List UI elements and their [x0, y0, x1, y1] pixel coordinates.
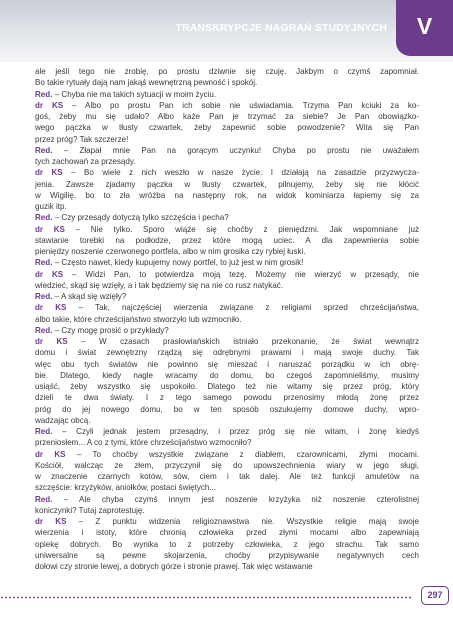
transcript-line-speaker	[35, 302, 419, 313]
speaker-label: dr KS	[35, 517, 67, 526]
speaker-label: Red.	[35, 89, 53, 99]
transcript-line	[35, 77, 419, 88]
transcript-line	[35, 471, 419, 482]
line-text: guzik itp.	[35, 202, 67, 211]
line-text: stawianie torebki na podłodze, przez które mogą uciec. A dla zapewnienia sobie	[35, 235, 419, 245]
line-text: – Często nawet, kiedy kupujemy nowy portfel, to już jest w nim grosik!	[52, 258, 304, 268]
line-text: wiedzieć, skąd się wzięły, a i tak będziemy się na nie co rusz natykać.	[35, 280, 284, 290]
transcript-line	[35, 482, 419, 493]
speaker-label: Red.	[35, 213, 53, 223]
line-text: więc obu tych światów nie powinno się mieszać i naruszać porządku w ich obrę-	[35, 359, 419, 369]
transcript-line	[35, 370, 419, 381]
speaker-label: Red.	[35, 494, 53, 504]
speaker-label: dr KS	[35, 337, 68, 346]
transcript-line-speaker	[35, 291, 419, 302]
speaker-label: Red.	[35, 325, 53, 335]
line-text: koniczynki? Tutaj zaprotestuję.	[35, 505, 145, 515]
transcript-line-speaker	[35, 269, 419, 280]
transcript-line-speaker	[35, 212, 419, 223]
transcript-line-speaker	[35, 336, 419, 347]
line-text: Kościół, walcząc ze złem, przyczynił się do upowszechnienia wiary w jego sługi,	[35, 460, 419, 470]
line-text: przez próg? Tak szczerze!	[35, 134, 129, 144]
transcript-line	[35, 561, 419, 572]
transcript-line	[35, 246, 419, 257]
line-text: usiąść, żeby wszystko się uspokoiło. Dlatego też nie witamy się przez próg, który	[35, 382, 419, 391]
speaker-label: dr KS	[35, 224, 65, 234]
line-text: pieniędzy noszenie czerwonego portfela, albo w nim grosika czy rybiej łuski.	[35, 247, 306, 256]
line-text: – Czyli jednak jestem przesądny, i przez próg się nie witam, i żonę kiedyś	[52, 427, 419, 436]
line-text: – Czy przesądy dotyczą tylko szczęścia i pecha?	[52, 213, 229, 223]
interview-transcript	[35, 66, 419, 572]
speaker-label: dr KS	[35, 100, 64, 110]
line-text: bie. Dlatego, kiedy nagle wracamy do domu, bo czegoś zapomnieliśmy, musimy	[35, 370, 419, 380]
line-text: – Ale chyba czymś innym jest noszenie krzyżyka niż noszenie czterolistnej	[52, 494, 419, 504]
line-text: albo takie, które chrześcijaństwo stworzyło lub wzmocniło.	[35, 314, 242, 324]
transcript-line-speaker	[35, 516, 419, 527]
transcript-line-speaker	[35, 449, 419, 460]
transcript-line	[35, 235, 419, 246]
chapter-letter: V	[416, 13, 433, 39]
transcript-line	[35, 156, 419, 167]
footer-dotted-rule	[0, 596, 412, 599]
line-text: Bo takie rytuały dają nam jakąś wewnętrzną pewność i spokój.	[35, 78, 258, 88]
speaker-label: Red.	[35, 258, 53, 268]
line-text: uniwersalne są pewne skojarzenia, choćby przypisywanie negatywnych cech	[35, 550, 419, 560]
speaker-label: Red.	[35, 292, 53, 301]
line-text: ale jeśli tego nie zrobię, po prostu dziwnie się czuję. Jakbym o czymś zapomniał.	[35, 67, 419, 76]
chapter-tab	[396, 0, 453, 56]
transcript-line	[35, 437, 419, 448]
transcript-line	[35, 314, 419, 325]
line-text: dzieli te dwa światy. I z tego samego powodu przenosimy młodą żonę przez	[35, 393, 419, 403]
transcript-line	[35, 201, 419, 212]
speaker-label: dr KS	[35, 303, 67, 313]
line-text: próg do jej nowego domu, bo w ten sposób oszukujemy domowe duchy, wpro-	[35, 404, 419, 414]
line-text: wierzenia i istoty, które chronią człowieka przed złymi mocami albo zapewniają	[35, 528, 419, 538]
transcript-line-speaker	[35, 89, 419, 100]
transcript-line	[35, 111, 419, 122]
line-text: – To choćby wszystkie związane z diabłem, czarownicami, złymi mocami.	[65, 449, 419, 459]
transcript-line	[35, 359, 419, 370]
transcript-line	[35, 179, 419, 190]
transcript-line	[35, 550, 419, 561]
transcript-line	[35, 404, 419, 415]
transcript-line	[35, 505, 419, 516]
line-text: opiekę dobrych. Bo wynika to z potrzeby człowieka, z jego strachu. Tak samo	[35, 539, 419, 549]
line-text: – Czy mogę prosić o przykłady?	[52, 325, 169, 335]
line-text: wadzając obcą.	[35, 415, 91, 425]
line-text: dołowi czy stronie lewej, a dobrych górze i stronie prawej. Tak więc wstawanie	[35, 562, 313, 571]
transcript-line-speaker	[35, 145, 419, 156]
line-text: przeniosłem... A co z tymi, które chrześcijaństwo wzmocniło?	[35, 438, 252, 448]
transcript-line-speaker	[35, 257, 419, 268]
line-text: – Z punktu widzenia religioznawstwa nie. Wszystkie religie mają swoje	[66, 517, 419, 526]
line-text: – Chyba nie ma takich sytuacji w moim życiu.	[52, 89, 217, 99]
speaker-label: dr KS	[35, 168, 63, 178]
transcript-line-speaker	[35, 167, 419, 178]
line-text: wego pączka w tłusty czwartek, żeby zapewnić sobie powodzenie? Wita się Pan	[35, 123, 419, 133]
transcript-line	[35, 134, 419, 145]
line-text: goś, żeby mu się udało? Albo każe Pan je trzymać za siebie? Je Pan obowiązko-	[35, 112, 419, 121]
transcript-line	[35, 415, 419, 426]
transcript-line	[35, 122, 419, 133]
transcript-line-speaker	[35, 494, 419, 505]
page-number: 297	[421, 586, 449, 605]
line-text: – A skąd się wzięły?	[52, 292, 127, 301]
transcript-line-speaker	[35, 224, 419, 235]
transcript-line	[35, 347, 419, 358]
speaker-label: dr KS	[35, 269, 64, 279]
line-text: jenia. Zawsze zjadamy pączka w tłusty czwartek, pilnujemy, żeby się nie kłócić	[35, 179, 419, 189]
line-text: – W czasach prasłowiańskich istniało przekonanie, że świat wewnątrz	[67, 337, 419, 346]
transcript-line	[35, 381, 419, 392]
line-text: – Złapał mnie Pan na gorącym uczynku! Chyba po prostu nie uważałem	[52, 145, 419, 155]
speaker-label: Red.	[35, 145, 53, 155]
transcript-line	[35, 539, 419, 550]
line-text: – Widzi Pan, to potwierdza moją tezę. Możemy nie wierzyć w przesądy, nie	[63, 269, 419, 279]
line-text: domu i świat zewnętrzny rządzą się odrębnymi prawami i mają swoje duchy. Tak	[35, 348, 419, 358]
line-text: w znaczenie czarnych kotów, sów, ciem i tak dalej. Ale też funkcji amuletów na	[35, 472, 419, 481]
transcript-line-speaker	[35, 426, 419, 437]
transcript-line	[35, 527, 419, 538]
transcript-line	[35, 280, 419, 291]
speaker-label: dr KS	[35, 449, 66, 459]
line-text: szczęście: krzyżyków, aniołków, postaci świętych...	[35, 483, 217, 493]
transcript-line-speaker	[35, 100, 419, 111]
speaker-label: Red.	[35, 427, 53, 436]
line-text: – Tak, najczęściej wierzenia związane z religiami sprzed chrześcijaństwa,	[66, 303, 419, 313]
transcript-line	[35, 190, 419, 201]
transcript-line-speaker	[35, 325, 419, 336]
line-text: tych zachowań za przesądy.	[35, 157, 136, 166]
transcript-line	[35, 66, 419, 77]
line-text: w Wigilię, bo to zła wróżba na następny rok, na widok kominiarza łapiemy się za	[35, 190, 419, 200]
transcript-line	[35, 392, 419, 403]
line-text: – Nie tylko. Sporo wiąże się choćby z pieniędzmi. Jak wspomniane już	[64, 224, 420, 234]
transcript-line	[35, 460, 419, 471]
running-title: TRANSKRYPCJE NAGRAŃ STUDYJNYCH	[175, 22, 387, 34]
line-text: – Albo po prostu Pan ich sobie nie uświadamia. Trzyma Pan kciuki za ko-	[63, 100, 419, 110]
line-text: – Bo wiele z nich weszło w nasze życie. I działają na zasadzie przyzwycza-	[62, 168, 419, 178]
